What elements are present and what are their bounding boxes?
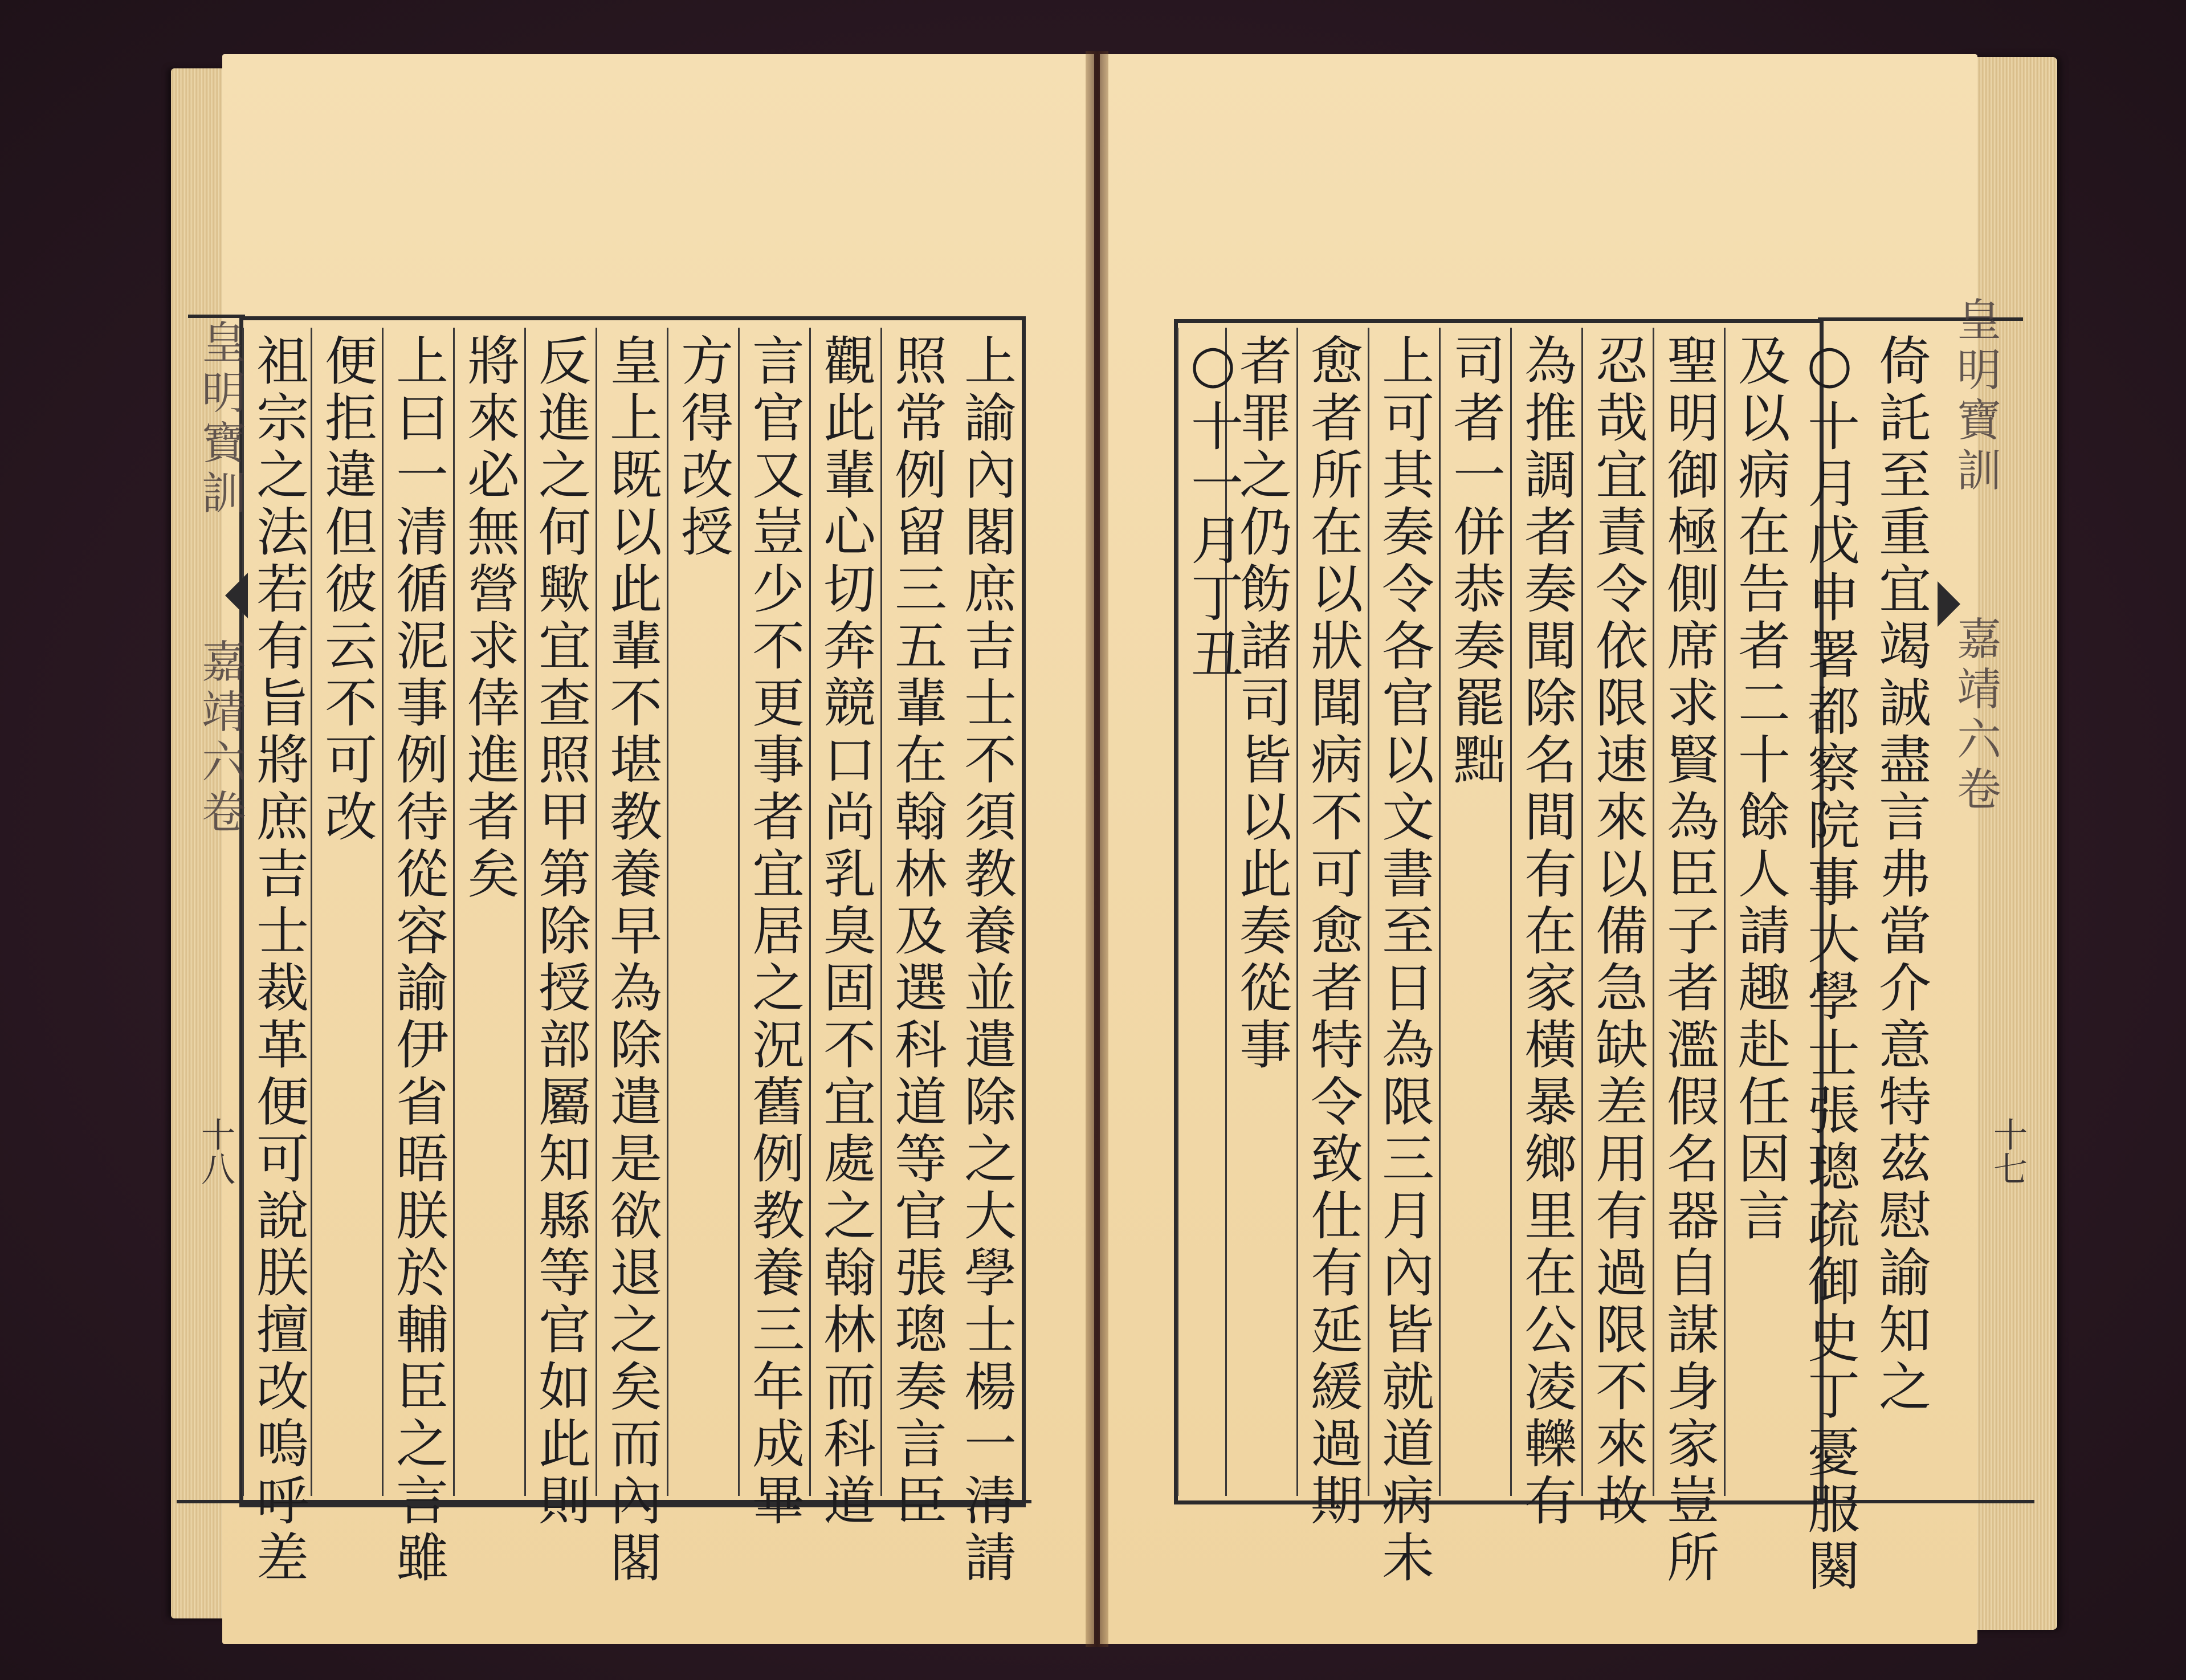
right-column-1 [1866, 328, 1935, 1496]
right-column-7 [1439, 328, 1507, 1496]
column-text: 上諭內閣庶吉士不須教養並遣除之大學士楊一清請 [956, 333, 1017, 1587]
column-text: 反進之何歟宜查照甲第除授部屬知縣等官如此則 [530, 333, 591, 1530]
column-text: 上曰一清循泥事例待從容諭伊省晤朕於輔臣之言雖 [388, 333, 448, 1587]
left-column-1 [952, 328, 1020, 1587]
right-column-8 [1368, 328, 1436, 1587]
left-column-6 [596, 328, 664, 1587]
left-column-2 [880, 328, 949, 1530]
column-text: 為推調者奏聞除名間有在家橫暴鄉里在公凌轢有 [1516, 333, 1577, 1530]
right-column-9 [1296, 328, 1365, 1530]
column-text: 倚託至重宜竭誠盡言弗當介意特茲慰諭知之 [1870, 333, 1931, 1416]
right-column-4 [1653, 328, 1721, 1587]
column-text: 觀此輩心切奔競口尚乳臭固不宜處之翰林而科道 [815, 333, 876, 1530]
column-text: ○十月戊申署都察院事大學士張璁疏御史丁憂服闋 [1799, 333, 1860, 1596]
right-column-6 [1510, 328, 1579, 1530]
column-text: 及以病在告者二十餘人請趣赴任因言 [1730, 333, 1791, 1245]
left-top-rule-ext [188, 315, 245, 318]
column-text: 上可其奏令各官以文書至日為限三月內皆就道病未 [1373, 333, 1434, 1587]
column-text: 方得改授 [672, 333, 733, 561]
left-column-7 [524, 328, 593, 1530]
right-banxin-reign: 嘉靖六卷 [1950, 615, 2001, 816]
column-text: ○十一月丁丑 [1182, 333, 1243, 684]
right-column-11 [1177, 328, 1243, 1496]
column-text: 忍哉宜責令依限速來以備急缺差用有過限不來故 [1587, 333, 1648, 1530]
right-column-3 [1724, 328, 1792, 1496]
column-text: 皇上既以此輩不堪教養早為除遣是欲退之矣而內閣 [601, 333, 662, 1587]
left-fish-tail-mark [225, 573, 248, 618]
left-banxin-title: 皇明寶訓 [194, 319, 246, 520]
left-folio-number: 十八 [195, 1117, 235, 1185]
column-text: 聖明御極側席求賢為臣子者濫假名器自謀身家豈所 [1658, 333, 1719, 1587]
right-banxin-title: 皇明寶訓 [1950, 296, 2001, 497]
column-text: 者罪之仍飭諸司皆以此奏從事 [1231, 333, 1292, 1074]
left-banxin-reign: 嘉靖六卷 [194, 638, 246, 839]
column-text: 言官又豈少不更事者宜居之況舊例教養三年成畢 [744, 333, 805, 1530]
book-gutter [1086, 51, 1108, 1647]
column-text: 司者一併恭奏罷黜 [1445, 333, 1506, 789]
left-column-4 [738, 328, 806, 1530]
left-column-10 [311, 328, 379, 1496]
right-column-5 [1581, 328, 1650, 1530]
left-column-5 [667, 328, 735, 1496]
column-text: 照常例留三五輩在翰林及選科道等官張璁奏言臣 [886, 333, 947, 1530]
left-column-11 [242, 328, 311, 1587]
column-text: 便拒違但彼云不可改 [316, 333, 377, 846]
right-column-2 [1795, 328, 1863, 1596]
column-text: 愈者所在以狀聞病不可愈者特令致仕有延緩過期 [1302, 333, 1363, 1530]
left-column-8 [453, 328, 521, 1496]
right-folio-number: 十七 [1988, 1117, 2028, 1185]
column-text: 祖宗之法若有旨將庶吉士裁革便可說朕擅改嗚呼差 [248, 333, 309, 1587]
column-text: 將來必無營求倖進者矣 [459, 333, 520, 903]
left-column-3 [809, 328, 878, 1530]
left-column-9 [382, 328, 450, 1587]
